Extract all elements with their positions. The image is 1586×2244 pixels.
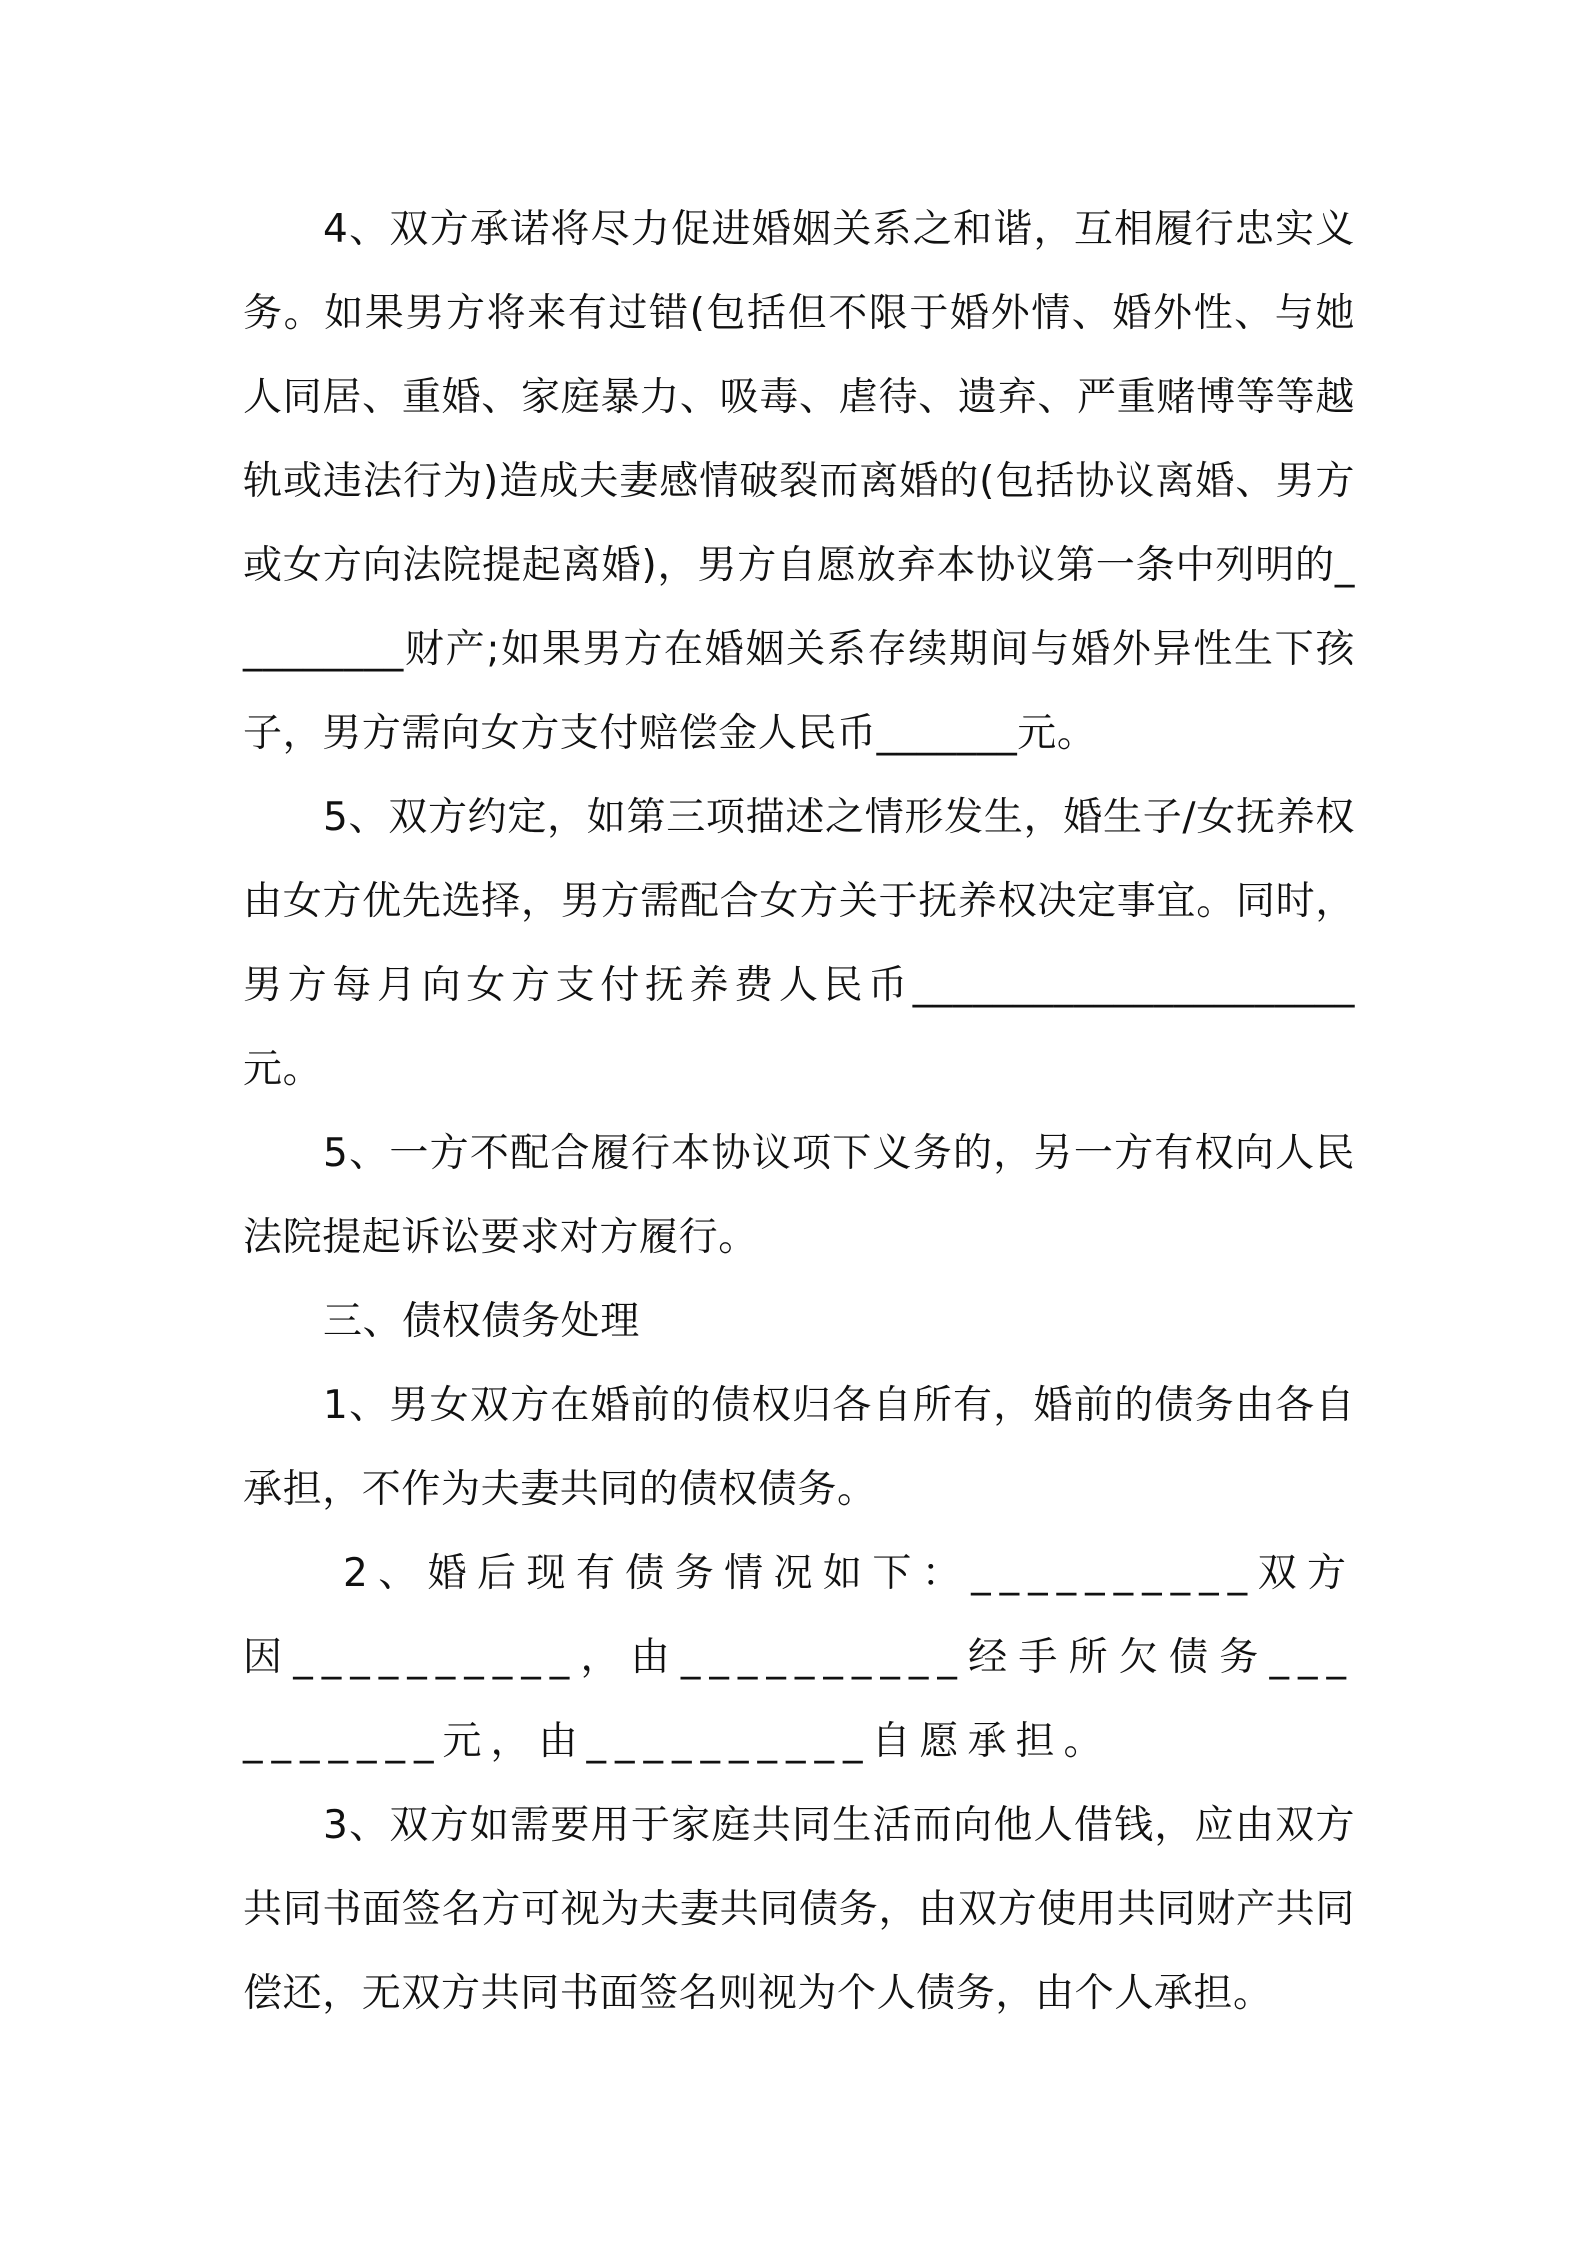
paragraph-debt-3: 3、双方如需要用于家庭共同生活而向他人借钱，应由双方共同书面签名方可视为夫妻共同债务，由双方使用共同财产共同偿还，无双方共同书面签名则视为个人债务，由个人承担。: [243, 1803, 1355, 2016]
paragraph-clause-5-custody: 5、双方约定，如第三项描述之情形发生，婚生子/女抚养权由女方优先选择，男方需配合女方关于抚养权决定事宜。同时，男方每月向女方支付抚养费人民币______________________元。: [243, 795, 1355, 1092]
paragraph-clause-5-litigation: 5、一方不配合履行本协议项下义务的，另一方有权向人民法院提起诉讼要求对方履行。: [243, 1131, 1355, 1260]
document-body: [243, 188, 1355, 2036]
paragraph-debt-1: 1、男女双方在婚前的债权归各自所有，婚前的债务由各自承担，不作为夫妻共同的债权债务。: [243, 1383, 1355, 1512]
section-heading-debts: 三、债权债务处理: [323, 1299, 640, 1344]
paragraph-debt-2: 2、婚后现有债务情况如下：__________双方因__________，由__________经手所欠债务__________元，由__________自愿承担。: [243, 1551, 1355, 1764]
paragraph-clause-4: 4、双方承诺将尽力促进婚姻关系之和谐，互相履行忠实义务。如果男方将来有过错(包括但不限于婚外情、婚外性、与她人同居、重婚、家庭暴力、吸毒、虐待、遗弃、严重赌博等等越轨或违法行为)造成夫妻感情破裂而离婚的(包括协议离婚、男方或女方向法院提起离婚)，男方自愿放弃本协议第一条中列明的_________财产;如果男方在婚姻关系存续期间与婚外异性生下孩子，男方需向女方支付赔偿金人民币_______元。: [243, 207, 1355, 756]
